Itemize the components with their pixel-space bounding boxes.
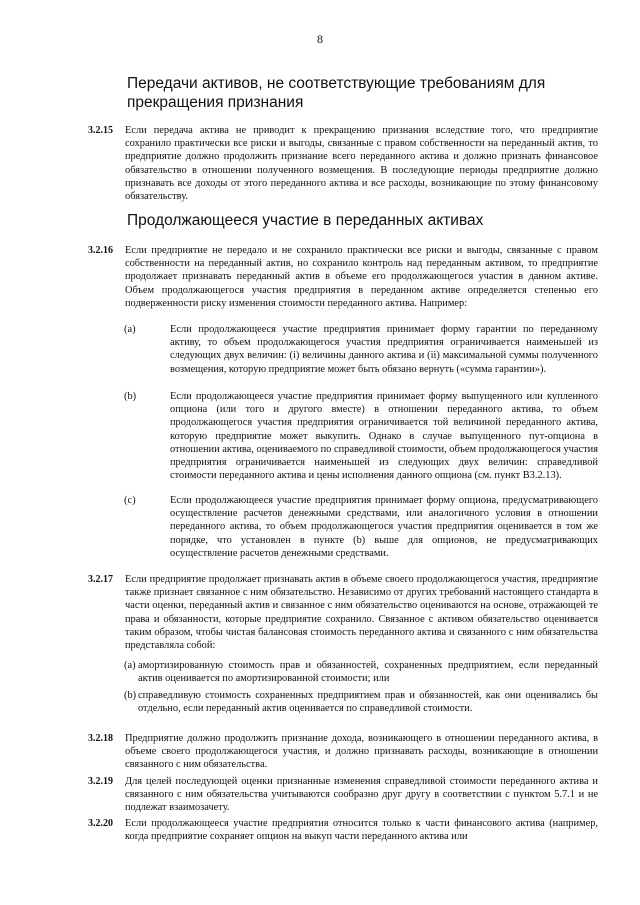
subparagraph-3-2-16-c bbox=[124, 494, 598, 560]
subparagraph-text: Если продолжающееся участие предприятия принимает форму выпущенного или купленного опциона (или того и другого вместе) в отношении переданного актива, то объем продолжающегося участия предприятия ограничивается той величиной переданного актива, которую предприятие может выкупить. Однако в случае выпущенного пут-опциона в отношении актива, оцениваемого по справедливой стоимости, объем продолжающегося участия предприятия ограничивается наименьшей из следующих двух величин: справедливой стоимости переданного актива и цены исполнения данного опциона (см. пункт В3.2.13). bbox=[170, 391, 598, 482]
paragraph-text: Если предприятие не передало и не сохранило практически все риски и выгоды, связанные с правом собственности на переданный актив, но сохранило контроль над переданным активом, то предприятие продолжает признавать переданный актив в объеме его продолжающегося участия в данном активе. Объем продолжающегося участия предприятия в переданном активе определяется степенью его подверженности риску изменения стоимости переданного актива. Например: bbox=[125, 245, 598, 309]
paragraph-3-2-19 bbox=[88, 775, 598, 815]
paragraph-3-2-17 bbox=[88, 573, 598, 652]
subparagraph-text: Если продолжающееся участие предприятия принимает форму опциона, предусматривающего осуществление расчетов денежными средствами, или аналогичного условия в отношении переданного актива, то объем продолжающегося участия предприятия оценивается в том же порядке, что установлен в пункте (b) выше для опционов, не предусматривающих осуществление расчетов денежными средствами. bbox=[170, 495, 598, 559]
paragraph-number: 3.2.17 bbox=[88, 574, 113, 585]
paragraph-text: Если передача актива не приводит к прекращению признания вследствие того, что предприятие сохранило практически все риски и выгоды, связанные с правом собственности на переданный актив, то предприятие должно продолжить признание всего переданного актива и должно признать финансовое обязательство в отношении полученного возмещения. В последующие периоды предприятие должно признавать все доходы от этого переданного актива и все расходы, возникающие по этому финансовому обязательству. bbox=[125, 125, 598, 203]
subparagraph-3-2-16-b bbox=[124, 390, 598, 482]
paragraph-3-2-15 bbox=[88, 124, 598, 203]
paragraph-text: Если предприятие продолжает признавать актив в объеме своего продолжающегося участия, предприятие также признает связанное с ним обязательство. Независимо от других требований настоящего стандарта в части оценки, переданный актив и связанное с ним обязательство оцениваются на основе, отражающей те права и обязанности, которые предприятие сохранило. Связанное с активом обязательство оценивается таким образом, чтобы чистая балансовая стоимость переданного актива и связанного с ним обязательства представляла собой: bbox=[125, 574, 598, 652]
subparagraph-text: Если продолжающееся участие предприятия принимает форму гарантии по переданному активу, то объем продолжающегося участия предприятия ограничивается наименьшей из следующих двух величин: (i) величины данного актива и (ii) максимальной суммы полученного возмещения, которую предприятие может быть обязано вернуть («сумма гарантии»). bbox=[170, 324, 598, 375]
paragraph-number: 3.2.19 bbox=[88, 776, 113, 787]
paragraph-3-2-18 bbox=[88, 732, 598, 772]
subparagraph-3-2-17-a bbox=[124, 659, 598, 685]
paragraph-number: 3.2.18 bbox=[88, 733, 113, 744]
paragraph-number: 3.2.15 bbox=[88, 125, 113, 136]
paragraph-number: 3.2.20 bbox=[88, 818, 113, 829]
paragraph-text: Для целей последующей оценки признанные изменения справедливой стоимости переданного актива и связанного с ним обязательства учитываются сообразно друг другу в соответствии с пунктом 5.7.1 и не подлежат взаимозачету. bbox=[125, 776, 598, 814]
subparagraph-text: справедливую стоимость сохраненных предприятием прав и обязанностей, как они оценивались бы отдельно, если переданный актив оценивается по справедливой стоимости. bbox=[138, 690, 598, 715]
paragraph-text: Предприятие должно продолжить признание дохода, возникающего в отношении переданного актива, в объеме своего продолжающегося участия, и должно признавать расходы, возникающие в отношении связанного с ним обязательства. bbox=[125, 733, 598, 771]
subparagraph-label: (b) bbox=[124, 391, 137, 402]
subparagraph-3-2-16-a bbox=[124, 323, 598, 376]
page-number: 8 bbox=[317, 32, 323, 46]
subparagraph-text: амортизированную стоимость прав и обязанностей, сохраненных предприятием, если переданный актив оценивается по амортизированной стоимости; или bbox=[138, 660, 598, 685]
section-heading-transfers: Передачи активов, не соответствующие требованиям для прекращения признания bbox=[127, 75, 546, 111]
subparagraph-label: (a) bbox=[124, 324, 136, 335]
paragraph-text: Если продолжающееся участие предприятия относится только к части финансового актива (например, когда предприятие сохраняет опцион на выкуп части переданного актива или bbox=[125, 818, 598, 843]
subparagraph-3-2-17-b bbox=[124, 689, 598, 715]
subparagraph-label: (a) bbox=[124, 660, 136, 671]
subparagraph-label: (b) bbox=[124, 690, 137, 701]
paragraph-3-2-20 bbox=[88, 817, 598, 843]
subparagraph-label: (c) bbox=[124, 495, 136, 506]
section-heading-continuing-involvement: Продолжающееся участие в переданных активах bbox=[127, 212, 484, 229]
paragraph-3-2-16 bbox=[88, 244, 598, 310]
paragraph-number: 3.2.16 bbox=[88, 245, 113, 256]
